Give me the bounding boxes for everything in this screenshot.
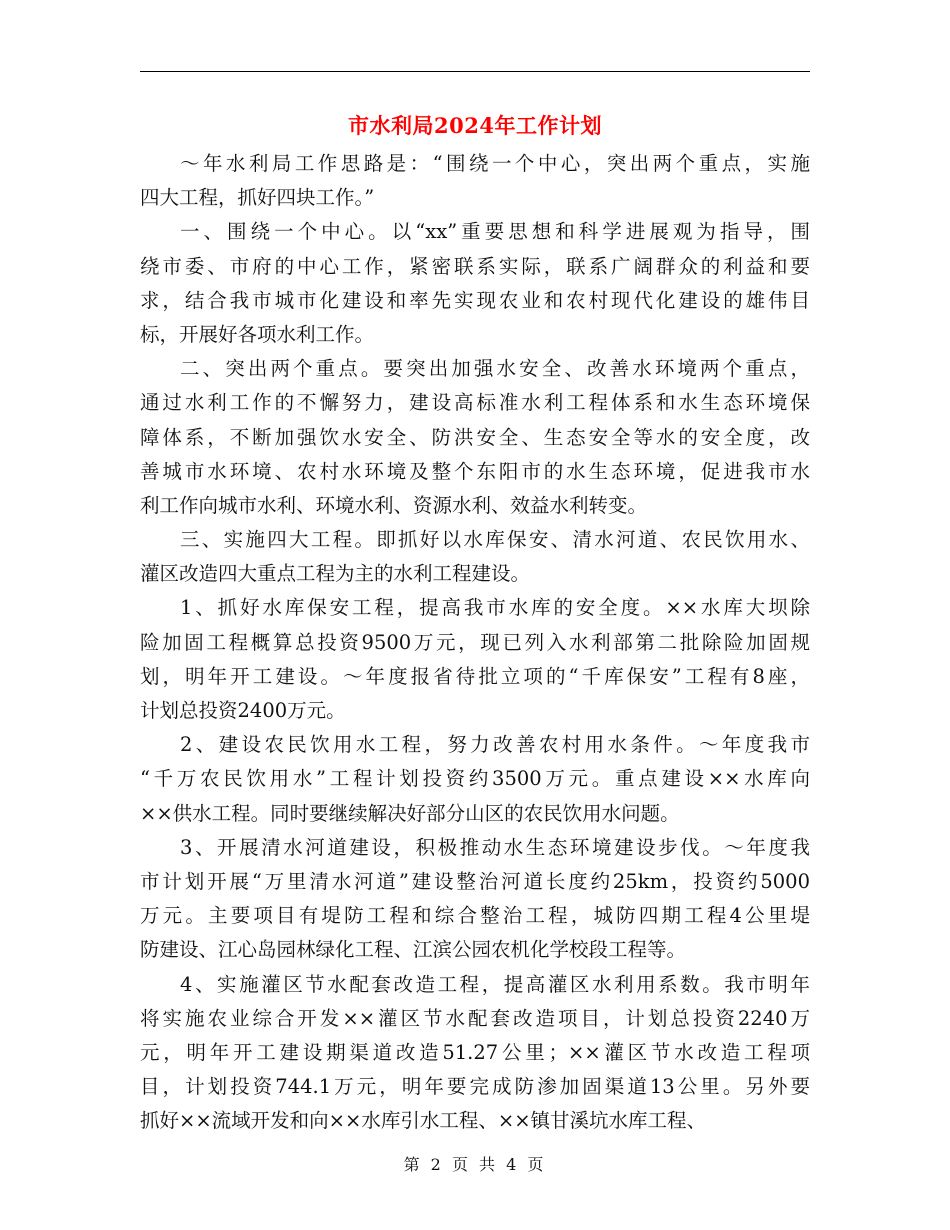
header-rule bbox=[140, 71, 810, 72]
paragraph-line: ××供水工程。同时要继续解决好部分山区的农民饮用水问题。 bbox=[140, 801, 680, 825]
paragraph-line: 绕市委、市府的中心工作，紧密联系实际，联系广阔群众的利益和要 bbox=[140, 254, 810, 278]
paragraph-line: 灌区改造四大重点工程为主的水利工程建设。 bbox=[140, 562, 531, 586]
paragraph bbox=[140, 591, 810, 728]
paragraph-line: “千万农民饮用水”工程计划投资约3500万元。重点建设××水库向 bbox=[140, 767, 810, 791]
paragraph-line: ～年水利局工作思路是：“围绕一个中心，突出两个重点，实施 bbox=[180, 152, 810, 175]
paragraph bbox=[140, 728, 810, 831]
paragraph-line: 三、实施四大工程。即抓好以水库保安、清水河道、农民饮用水、 bbox=[180, 528, 810, 552]
paragraph bbox=[140, 215, 810, 352]
paragraph-line: 元，明年开工建设期渠道改造51.27公里；××灌区节水改造工程项 bbox=[140, 1040, 810, 1064]
paragraph-line: 求，结合我市城市化建设和率先实现农业和农村现代化建设的雄伟目 bbox=[140, 288, 810, 312]
paragraph bbox=[140, 523, 810, 591]
paragraph bbox=[140, 352, 810, 523]
paragraph bbox=[140, 831, 810, 968]
paragraph-line: 3、开展清水河道建设，积极推动水生态环境建设步伐。～年度我 bbox=[180, 835, 810, 859]
paragraph-line: 计划总投资2400万元。 bbox=[140, 699, 346, 722]
document-title: 市水利局2024年工作计划 bbox=[348, 113, 602, 138]
paragraph-line: 善城市水环境、农村水环境及整个东阳市的水生态环境，促进我市水 bbox=[140, 459, 810, 483]
paragraph-line: 一、围绕一个中心。以“xx”重要思想和科学进展观为指导，围 bbox=[180, 220, 810, 244]
paragraph-line: 1、抓好水库保安工程，提高我市水库的安全度。××水库大坝除 bbox=[180, 596, 810, 620]
paragraph-line: 目，计划投资744.1万元，明年要完成防渗加固渠道13公里。另外要 bbox=[140, 1075, 810, 1099]
paragraph-line: 4、实施灌区节水配套改造工程，提高灌区水利用系数。我市明年 bbox=[180, 972, 810, 996]
paragraph-line: 二、突出两个重点。要突出加强水安全、改善水环境两个重点， bbox=[180, 357, 810, 381]
paragraph-line: 划，明年开工建设。～年度报省待批立项的“千库保安”工程有8座， bbox=[140, 664, 810, 688]
page-number-footer: 第 2 页 共 4 页 bbox=[403, 1155, 547, 1174]
paragraph-line: 通过水利工作的不懈努力，建设高标准水利工程体系和水生态环境保 bbox=[140, 391, 810, 415]
paragraph-line: 四大工程，抓好四块工作。” bbox=[140, 186, 375, 210]
paragraph-line: 市计划开展“万里清水河道”建设整治河道长度约25km，投资约5000 bbox=[140, 869, 810, 893]
paragraph-line: 抓好××流域开发和向××水库引水工程、××镇甘溪坑水库工程、 bbox=[140, 1109, 707, 1133]
paragraph-line: 障体系，不断加强饮水安全、防洪安全、生态安全等水的安全度，改 bbox=[140, 425, 810, 449]
paragraph-line: 险加固工程概算总投资9500万元，现已列入水利部第二批除险加固规 bbox=[140, 630, 810, 654]
paragraph-line: 利工作向城市水利、环境水利、资源水利、效益水利转变。 bbox=[140, 493, 648, 517]
paragraph-line: 将实施农业综合开发××灌区节水配套改造项目，计划总投资2240万 bbox=[140, 1006, 810, 1030]
paragraph-line: 万元。主要项目有堤防工程和综合整治工程，城防四期工程4公里堤 bbox=[140, 904, 810, 928]
paragraph bbox=[140, 147, 810, 215]
paragraph-line: 2、建设农民饮用水工程，努力改善农村用水条件。～年度我市 bbox=[180, 733, 810, 757]
paragraph-line: 防建设、江心岛园林绿化工程、江滨公园农机化学校段工程等。 bbox=[140, 938, 687, 962]
paragraph bbox=[140, 968, 810, 1139]
paragraph-line: 标，开展好各项水利工作。 bbox=[140, 322, 375, 346]
document-body bbox=[140, 147, 810, 1138]
